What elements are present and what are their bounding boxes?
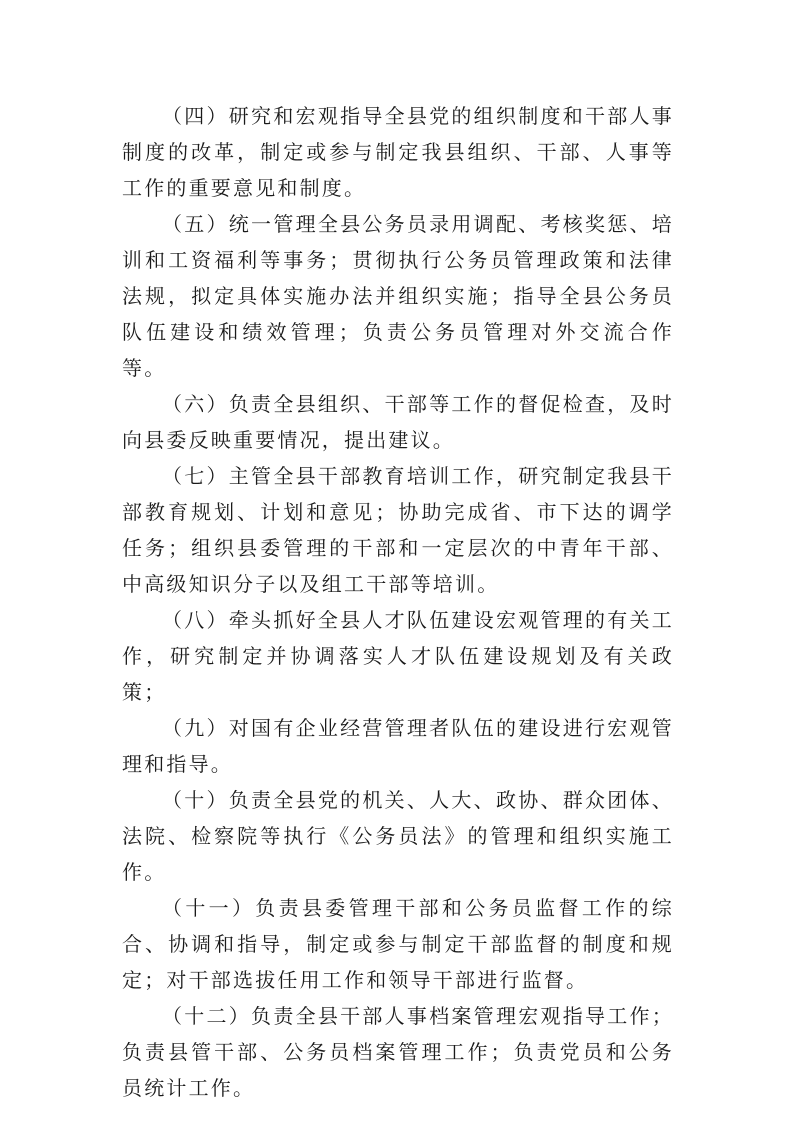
paragraph-7: （七）主管全县干部教育培训工作，研究制定我县干部教育规划、计划和意见；协助完成省、市下达的调学任务；组织县委管理的干部和一定层次的中青年干部、中高级知识分子以及组工干部等培训。 — [122, 464, 674, 596]
paragraph-6: （六）负责全县组织、干部等工作的督促检查，及时向县委反映重要情况，提出建议。 — [122, 392, 674, 452]
paragraph-4: （四）研究和宏观指导全县党的组织制度和干部人事制度的改革，制定或参与制定我县组织、干部、人事等工作的重要意见和制度。 — [122, 104, 674, 200]
document-body — [122, 98, 674, 1106]
paragraph-12: （十二）负责全县干部人事档案管理宏观指导工作；负责县管干部、公务员档案管理工作；负责党员和公务员统计工作。 — [122, 1004, 674, 1100]
paragraph-9: （九）对国有企业经营管理者队伍的建设进行宏观管理和指导。 — [122, 716, 674, 776]
paragraph-10: （十）负责全县党的机关、人大、政协、群众团体、法院、检察院等执行《公务员法》的管理和组织实施工作。 — [122, 788, 674, 884]
paragraph-11: （十一）负责县委管理干部和公务员监督工作的综合、协调和指导，制定或参与制定干部监督的制度和规定；对干部选拔任用工作和领导干部进行监督。 — [122, 896, 674, 992]
paragraph-5: （五）统一管理全县公务员录用调配、考核奖惩、培训和工资福利等事务；贯彻执行公务员管理政策和法律法规，拟定具体实施办法并组织实施；指导全县公务员队伍建设和绩效管理；负责公务员管理对外交流合作等。 — [122, 212, 674, 380]
paragraph-8: （八）牵头抓好全县人才队伍建设宏观管理的有关工作，研究制定并协调落实人才队伍建设规划及有关政策； — [122, 608, 674, 704]
